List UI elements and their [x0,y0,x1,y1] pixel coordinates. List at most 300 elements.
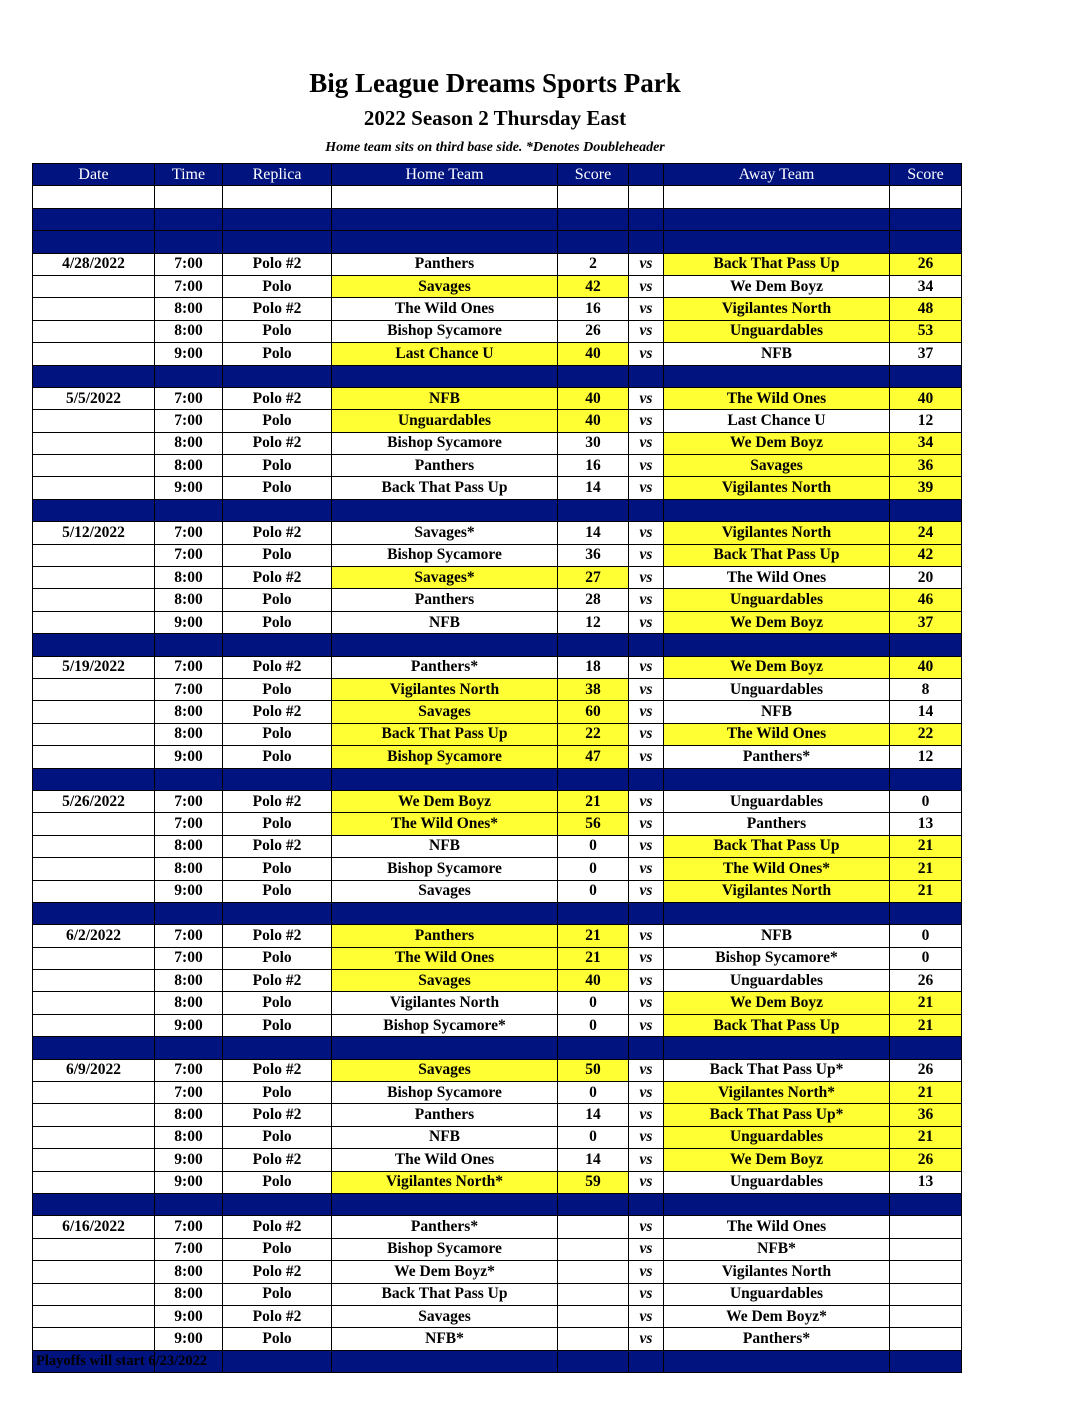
game-field: Polo #2 [223,970,332,992]
away-team: Unguardables [664,320,890,342]
home-score: 47 [558,746,629,768]
separator-cell [332,634,558,656]
away-score: 21 [890,858,962,880]
home-score: 40 [558,387,629,409]
separator-cell [33,365,155,387]
game-row [33,880,962,902]
away-score: 48 [890,298,962,320]
home-score: 21 [558,947,629,969]
away-score: 0 [890,925,962,947]
week-separator [33,499,962,521]
week-separator [33,208,962,230]
game-field: Polo [223,611,332,633]
away-score: 53 [890,320,962,342]
versus: vs [629,858,664,880]
home-score: 0 [558,880,629,902]
game-time: 8:00 [155,1261,223,1283]
home-team: The Wild Ones [332,1149,558,1171]
game-row [33,544,962,566]
game-field: Polo #2 [223,835,332,857]
home-team: The Wild Ones [332,298,558,320]
game-date [33,880,155,902]
separator-cell [155,1037,223,1059]
away-team: The Wild Ones [664,387,890,409]
home-score [558,1305,629,1327]
game-date [33,835,155,857]
game-time: 8:00 [155,455,223,477]
separator-cell [155,634,223,656]
game-field: Polo [223,1014,332,1036]
game-field: Polo [223,589,332,611]
home-team: Bishop Sycamore* [332,1014,558,1036]
versus: vs [629,1305,664,1327]
away-team: The Wild Ones* [664,858,890,880]
game-row [33,1328,962,1350]
versus: vs [629,275,664,297]
blank-cell [33,186,155,208]
away-score: 0 [890,790,962,812]
game-date [33,746,155,768]
home-score: 42 [558,275,629,297]
home-score: 14 [558,522,629,544]
separator-cell [558,499,629,521]
versus: vs [629,835,664,857]
separator-cell [890,231,962,253]
away-team: The Wild Ones [664,723,890,745]
game-field: Polo #2 [223,253,332,275]
home-team: Savages* [332,522,558,544]
separator-cell [890,208,962,230]
home-score: 40 [558,410,629,432]
game-row [33,813,962,835]
game-field: Polo #2 [223,1104,332,1126]
home-team: Bishop Sycamore [332,1082,558,1104]
game-time: 7:00 [155,813,223,835]
separator-cell [664,1350,890,1372]
home-team: Back That Pass Up [332,1283,558,1305]
separator-cell [629,208,664,230]
home-score: 38 [558,678,629,700]
game-date [33,1305,155,1327]
game-time: 7:00 [155,947,223,969]
home-score: 60 [558,701,629,723]
away-team: Last Chance U [664,410,890,432]
separator-cell [332,902,558,924]
separator-cell [664,499,890,521]
separator-cell [890,768,962,790]
home-score: 22 [558,723,629,745]
away-team: Back That Pass Up* [664,1104,890,1126]
week-separator [33,902,962,924]
separator-cell [890,902,962,924]
away-team: Panthers* [664,746,890,768]
home-score: 40 [558,970,629,992]
away-score: 21 [890,835,962,857]
col-date: Date [33,164,155,186]
game-time: 9:00 [155,611,223,633]
game-time: 8:00 [155,1104,223,1126]
header-row [33,164,962,186]
game-time: 9:00 [155,1149,223,1171]
game-row [33,925,962,947]
game-time: 9:00 [155,746,223,768]
separator-cell [629,902,664,924]
home-team: Panthers [332,589,558,611]
game-date [33,410,155,432]
separator-cell [223,1193,332,1215]
separator-cell [223,902,332,924]
game-date [33,1082,155,1104]
away-team: Back That Pass Up [664,1014,890,1036]
home-score: 40 [558,343,629,365]
away-score: 36 [890,1104,962,1126]
game-field: Polo #2 [223,298,332,320]
separator-cell [890,1350,962,1372]
versus: vs [629,253,664,275]
game-time: 7:00 [155,387,223,409]
game-time: 9:00 [155,880,223,902]
game-time: 8:00 [155,701,223,723]
separator-cell [629,499,664,521]
away-team: NFB* [664,1238,890,1260]
week-separator [33,768,962,790]
separator-cell [33,1037,155,1059]
away-score: 26 [890,1059,962,1081]
home-score: 36 [558,544,629,566]
game-field: Polo [223,1126,332,1148]
separator-cell [890,634,962,656]
separator-cell [33,231,155,253]
away-team: The Wild Ones [664,567,890,589]
versus: vs [629,746,664,768]
versus: vs [629,1261,664,1283]
game-time: 7:00 [155,678,223,700]
game-date [33,678,155,700]
col-away-score: Score [890,164,962,186]
schedule-table [32,163,962,1373]
versus: vs [629,522,664,544]
game-time: 9:00 [155,1171,223,1193]
away-team: We Dem Boyz [664,1149,890,1171]
versus: vs [629,1238,664,1260]
game-row [33,589,962,611]
away-score: 26 [890,1149,962,1171]
game-time: 7:00 [155,522,223,544]
week-separator [33,231,962,253]
home-team: NFB [332,835,558,857]
game-date [33,1328,155,1350]
home-team: Savages [332,1305,558,1327]
week-separator [33,634,962,656]
away-team: Panthers* [664,1328,890,1350]
home-score: 2 [558,253,629,275]
game-row [33,253,962,275]
separator-cell [332,208,558,230]
game-row [33,835,962,857]
away-score: 0 [890,947,962,969]
separator-cell [223,499,332,521]
versus: vs [629,813,664,835]
away-score [890,1216,962,1238]
separator-cell [332,1350,558,1372]
home-score [558,1328,629,1350]
separator-cell [629,231,664,253]
away-score: 37 [890,343,962,365]
game-time: 7:00 [155,1216,223,1238]
game-time: 7:00 [155,790,223,812]
game-field: Polo [223,455,332,477]
game-row [33,522,962,544]
game-date: 6/9/2022 [33,1059,155,1081]
game-field: Polo #2 [223,1261,332,1283]
blank-cell [890,186,962,208]
game-field: Polo #2 [223,387,332,409]
away-team: Unguardables [664,790,890,812]
separator-cell [890,1037,962,1059]
game-field: Polo [223,1238,332,1260]
separator-cell [558,1037,629,1059]
game-field: Polo [223,320,332,342]
game-time: 7:00 [155,1238,223,1260]
blank-cell [332,186,558,208]
away-team: Unguardables [664,1126,890,1148]
game-field: Polo [223,858,332,880]
game-date [33,1126,155,1148]
game-field: Polo [223,1328,332,1350]
versus: vs [629,723,664,745]
away-team: NFB [664,343,890,365]
game-row [33,858,962,880]
game-date [33,298,155,320]
away-score: 40 [890,656,962,678]
separator-cell [155,231,223,253]
away-score [890,1261,962,1283]
home-score: 26 [558,320,629,342]
separator-cell [33,768,155,790]
game-time: 9:00 [155,477,223,499]
schedule-note: Home team sits on third base side. *Denotes Doubleheader [325,140,665,155]
separator-cell [629,1193,664,1215]
separator-cell [223,1037,332,1059]
home-team: Vigilantes North* [332,1171,558,1193]
away-team: We Dem Boyz [664,275,890,297]
game-field: Polo [223,746,332,768]
away-score: 24 [890,522,962,544]
separator-cell [664,231,890,253]
game-date: 5/5/2022 [33,387,155,409]
separator-cell [155,902,223,924]
away-score: 37 [890,611,962,633]
versus: vs [629,567,664,589]
game-field: Polo #2 [223,1216,332,1238]
home-team: Vigilantes North [332,678,558,700]
game-row [33,1238,962,1260]
game-time: 8:00 [155,858,223,880]
separator-cell [223,768,332,790]
home-team: Panthers [332,925,558,947]
away-team: The Wild Ones [664,1216,890,1238]
away-team: We Dem Boyz [664,992,890,1014]
home-score: 59 [558,1171,629,1193]
away-score: 22 [890,723,962,745]
separator-cell [664,1193,890,1215]
game-field: Polo #2 [223,1149,332,1171]
separator-cell [664,634,890,656]
game-date [33,320,155,342]
game-row [33,947,962,969]
blank-cell [223,186,332,208]
game-row [33,1305,962,1327]
game-date: 6/2/2022 [33,925,155,947]
home-score: 27 [558,567,629,589]
versus: vs [629,589,664,611]
game-date [33,611,155,633]
separator-cell [558,1350,629,1372]
away-score: 21 [890,992,962,1014]
game-time: 8:00 [155,970,223,992]
versus: vs [629,947,664,969]
col-home-team: Home Team [332,164,558,186]
separator-cell [155,768,223,790]
game-row [33,455,962,477]
separator-cell [155,499,223,521]
game-field: Polo [223,477,332,499]
game-row [33,387,962,409]
game-date [33,858,155,880]
versus: vs [629,298,664,320]
away-score: 12 [890,746,962,768]
home-score [558,1283,629,1305]
away-score: 14 [890,701,962,723]
separator-cell [332,365,558,387]
game-field: Polo #2 [223,656,332,678]
separator-cell [332,1193,558,1215]
game-date [33,343,155,365]
home-team: Unguardables [332,410,558,432]
home-team: Panthers* [332,1216,558,1238]
home-team: Vigilantes North [332,992,558,1014]
separator-cell [332,768,558,790]
versus: vs [629,477,664,499]
week-separator [33,1037,962,1059]
separator-cell [33,902,155,924]
game-row [33,410,962,432]
home-team: Savages [332,1059,558,1081]
away-score [890,1328,962,1350]
away-score: 26 [890,253,962,275]
separator-cell [629,1350,664,1372]
home-score: 14 [558,477,629,499]
separator-cell [558,1193,629,1215]
versus: vs [629,1149,664,1171]
home-team: Panthers [332,455,558,477]
game-row [33,275,962,297]
away-team: Back That Pass Up [664,544,890,566]
col-away-team: Away Team [664,164,890,186]
game-field: Polo [223,880,332,902]
separator-cell [629,1037,664,1059]
away-team: Vigilantes North [664,522,890,544]
home-team: Savages* [332,567,558,589]
page-subtitle: 2022 Season 2 Thursday East [363,106,627,130]
away-score: 40 [890,387,962,409]
versus: vs [629,432,664,454]
home-score: 21 [558,925,629,947]
separator-cell [223,365,332,387]
col-vs [629,164,664,186]
versus: vs [629,320,664,342]
game-time: 7:00 [155,544,223,566]
away-score: 39 [890,477,962,499]
versus: vs [629,611,664,633]
away-team: Vigilantes North [664,298,890,320]
home-score: 14 [558,1149,629,1171]
separator-cell [629,634,664,656]
away-team: NFB [664,925,890,947]
game-row [33,432,962,454]
separator-cell [332,499,558,521]
game-field: Polo [223,678,332,700]
game-row [33,1104,962,1126]
home-team: Bishop Sycamore [332,432,558,454]
home-team: NFB [332,1126,558,1148]
game-time: 9:00 [155,1014,223,1036]
home-team: Savages [332,970,558,992]
separator-cell [332,1037,558,1059]
home-team: NFB [332,611,558,633]
home-score: 56 [558,813,629,835]
away-score: 42 [890,544,962,566]
home-score: 0 [558,992,629,1014]
away-team: We Dem Boyz [664,432,890,454]
game-time: 8:00 [155,723,223,745]
game-date [33,723,155,745]
away-score [890,1283,962,1305]
game-time: 7:00 [155,925,223,947]
versus: vs [629,790,664,812]
game-field: Polo [223,723,332,745]
away-team: Back That Pass Up [664,253,890,275]
game-date [33,970,155,992]
home-score: 0 [558,1014,629,1036]
game-row [33,723,962,745]
separator-cell [664,365,890,387]
away-score: 8 [890,678,962,700]
game-row [33,1059,962,1081]
separator-cell [223,208,332,230]
versus: vs [629,678,664,700]
separator-cell [33,499,155,521]
game-date [33,813,155,835]
home-score: 0 [558,1126,629,1148]
versus: vs [629,1082,664,1104]
game-date: 6/16/2022 [33,1216,155,1238]
game-row [33,790,962,812]
away-score: 12 [890,410,962,432]
home-team: We Dem Boyz* [332,1261,558,1283]
separator-cell [223,1350,332,1372]
home-team: Panthers [332,1104,558,1126]
separator-cell [558,634,629,656]
versus: vs [629,1283,664,1305]
away-score: 13 [890,1171,962,1193]
separator-cell [629,365,664,387]
game-date [33,1283,155,1305]
game-field: Polo #2 [223,925,332,947]
away-team: Vigilantes North [664,1261,890,1283]
game-field: Polo [223,544,332,566]
home-team: Bishop Sycamore [332,746,558,768]
